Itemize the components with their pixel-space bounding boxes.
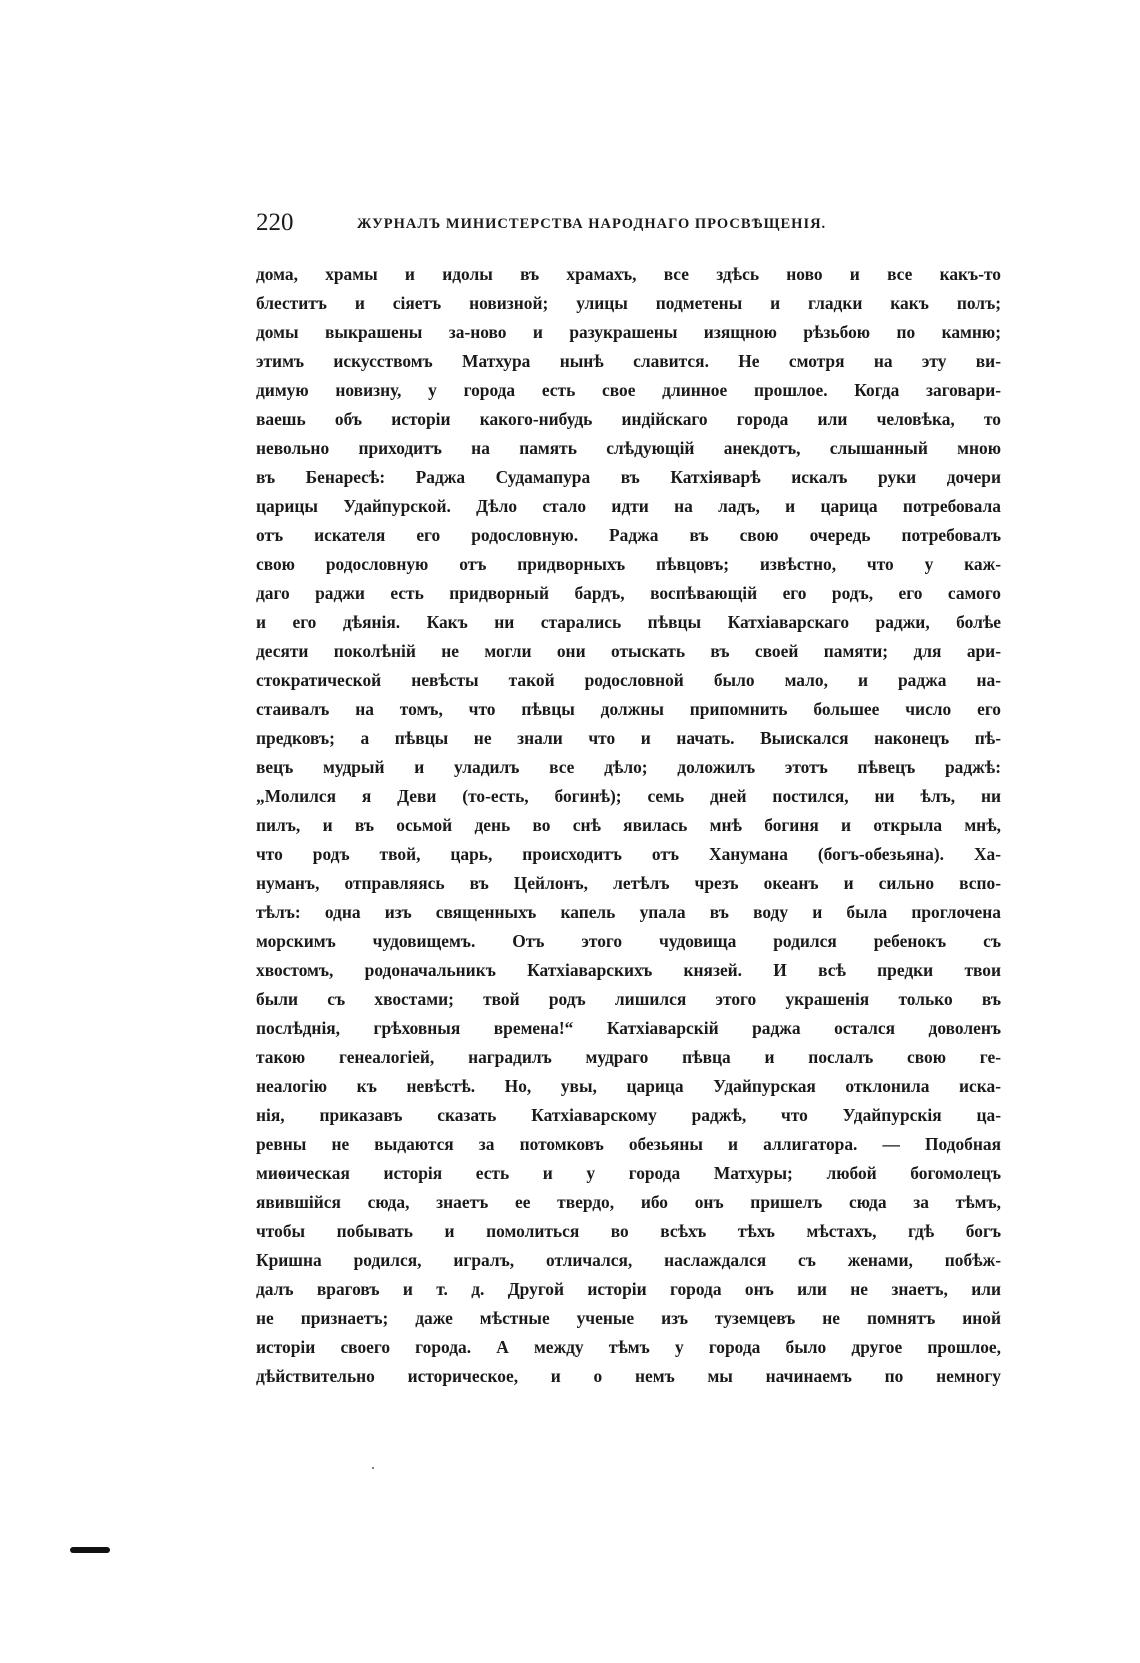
text-line: хвостомъ, родоначальникъ Катхіаварскихъ князей. И всѣ предки твои <box>256 960 1001 980</box>
text-line: не признаетъ; даже мѣстные ученые изъ туземцевъ не помнятъ иной <box>256 1308 1001 1328</box>
text-line: дѣйствительно историческое, и о немъ мы начинаемъ по немногу <box>256 1366 1001 1386</box>
text-line: ревны не выдаются за потомковъ обезьяны и аллигатора. — Подобная <box>256 1134 1001 1154</box>
text-line: „Молился я Деви (то-есть, богинѣ); семь дней постился, ни ѣлъ, ни <box>256 786 1001 806</box>
text-line: этимъ искусствомъ Матхура нынѣ славится. Не смотря на эту ви- <box>256 351 1001 371</box>
page-header <box>256 208 1006 238</box>
page-number: 220 <box>256 209 294 236</box>
text-line: тѣлъ: одна изъ священныхъ капель упала въ воду и была проглочена <box>256 902 1001 922</box>
running-head: ЖУРНАЛЪ МИНИСТЕРСТВА НАРОДНАГО ПРОСВѢЩЕНІЯ. <box>357 216 827 232</box>
text-line: миѳическая исторія есть и у города Матхуры; любой богомолецъ <box>256 1163 1001 1183</box>
text-line: послѣднія, грѣховныя времена!“ Катхіаварскій раджа остался доволенъ <box>256 1018 1001 1038</box>
text-line: неалогію къ невѣстѣ. Но, увы, царица Удайпурская отклонила иска- <box>256 1076 1001 1096</box>
text-line: стаивалъ на томъ, что пѣвцы должны припомнить большее число его <box>256 699 1001 719</box>
text-line: пилъ, и въ осьмой день во снѣ явилась мнѣ богиня и открыла мнѣ, <box>256 815 1001 835</box>
text-line: чтобы побывать и помолиться во всѣхъ тѣхъ мѣстахъ, гдѣ богъ <box>256 1221 1001 1241</box>
text-line: нія, приказавъ сказать Катхіаварскому раджѣ, что Удайпурскія ца- <box>256 1105 1001 1125</box>
text-line: царицы Удайпурской. Дѣло стало идти на ладъ, и царица потребовала <box>256 496 1001 516</box>
text-line: исторіи своего города. А между тѣмъ у города было другое прошлое, <box>256 1337 1001 1357</box>
text-line: невольно приходитъ на память слѣдующій анекдотъ, слышанный мною <box>256 438 1001 458</box>
text-line: Кришна родился, игралъ, отличался, наслаждался съ женами, побѣж- <box>256 1250 1001 1270</box>
text-line: дома, храмы и идолы въ храмахъ, все здѣсь ново и все какъ-то <box>256 264 1001 284</box>
text-line: стократической невѣсты такой родословной было мало, и раджа на- <box>256 670 1001 690</box>
body-text <box>256 260 1001 1430</box>
text-line: десяти поколѣній не могли они отыскать въ своей памяти; для ари- <box>256 641 1001 661</box>
scan-speck <box>372 1467 374 1469</box>
text-line: даго раджи есть придворный бардъ, воспѣвающій его родъ, его самого <box>256 583 1001 603</box>
text-line: вецъ мудрый и уладилъ все дѣло; доложилъ этотъ пѣвецъ раджѣ: <box>256 757 1001 777</box>
text-line: въ Бенаресѣ: Раджа Судамапура въ Катхіяварѣ искалъ руки дочери <box>256 467 1001 487</box>
text-line: и его дѣянія. Какъ ни старались пѣвцы Катхіаварскаго раджи, болѣе <box>256 612 1001 632</box>
text-line: предковъ; а пѣвцы не знали что и начать. Выискался наконецъ пѣ- <box>256 728 1001 748</box>
text-line: такою генеалогіей, наградилъ мудраго пѣвца и послалъ свою ге- <box>256 1047 1001 1067</box>
text-line: далъ враговъ и т. д. Другой исторіи города онъ или не знаетъ, или <box>256 1279 1001 1299</box>
text-line: явившійся сюда, знаетъ ее твердо, ибо онъ пришелъ сюда за тѣмъ, <box>256 1192 1001 1212</box>
text-line: нуманъ, отправляясь въ Цейлонъ, летѣлъ чрезъ океанъ и сильно вспо- <box>256 873 1001 893</box>
text-line: морскимъ чудовищемъ. Отъ этого чудовища родился ребенокъ съ <box>256 931 1001 951</box>
text-line: блеститъ и сіяетъ новизной; улицы подметены и гладки какъ полъ; <box>256 293 1001 313</box>
text-line: димую новизну, у города есть свое длинное прошлое. Когда заговари- <box>256 380 1001 400</box>
text-line: домы выкрашены за-ново и разукрашены изящною рѣзьбою по камню; <box>256 322 1001 342</box>
scan-margin-mark <box>70 1547 110 1553</box>
text-line: что родъ твой, царь, происходитъ отъ Ханумана (богъ-обезьяна). Ха- <box>256 844 1001 864</box>
text-line: ваешь объ исторіи какого-нибудь индійскаго города или человѣка, то <box>256 409 1001 429</box>
text-line: были съ хвостами; твой родъ лишился этого украшенія только въ <box>256 989 1001 1009</box>
text-line: свою родословную отъ придворныхъ пѣвцовъ; извѣстно, что у каж- <box>256 554 1001 574</box>
text-line: отъ искателя его родословную. Раджа въ свою очередь потребовалъ <box>256 525 1001 545</box>
